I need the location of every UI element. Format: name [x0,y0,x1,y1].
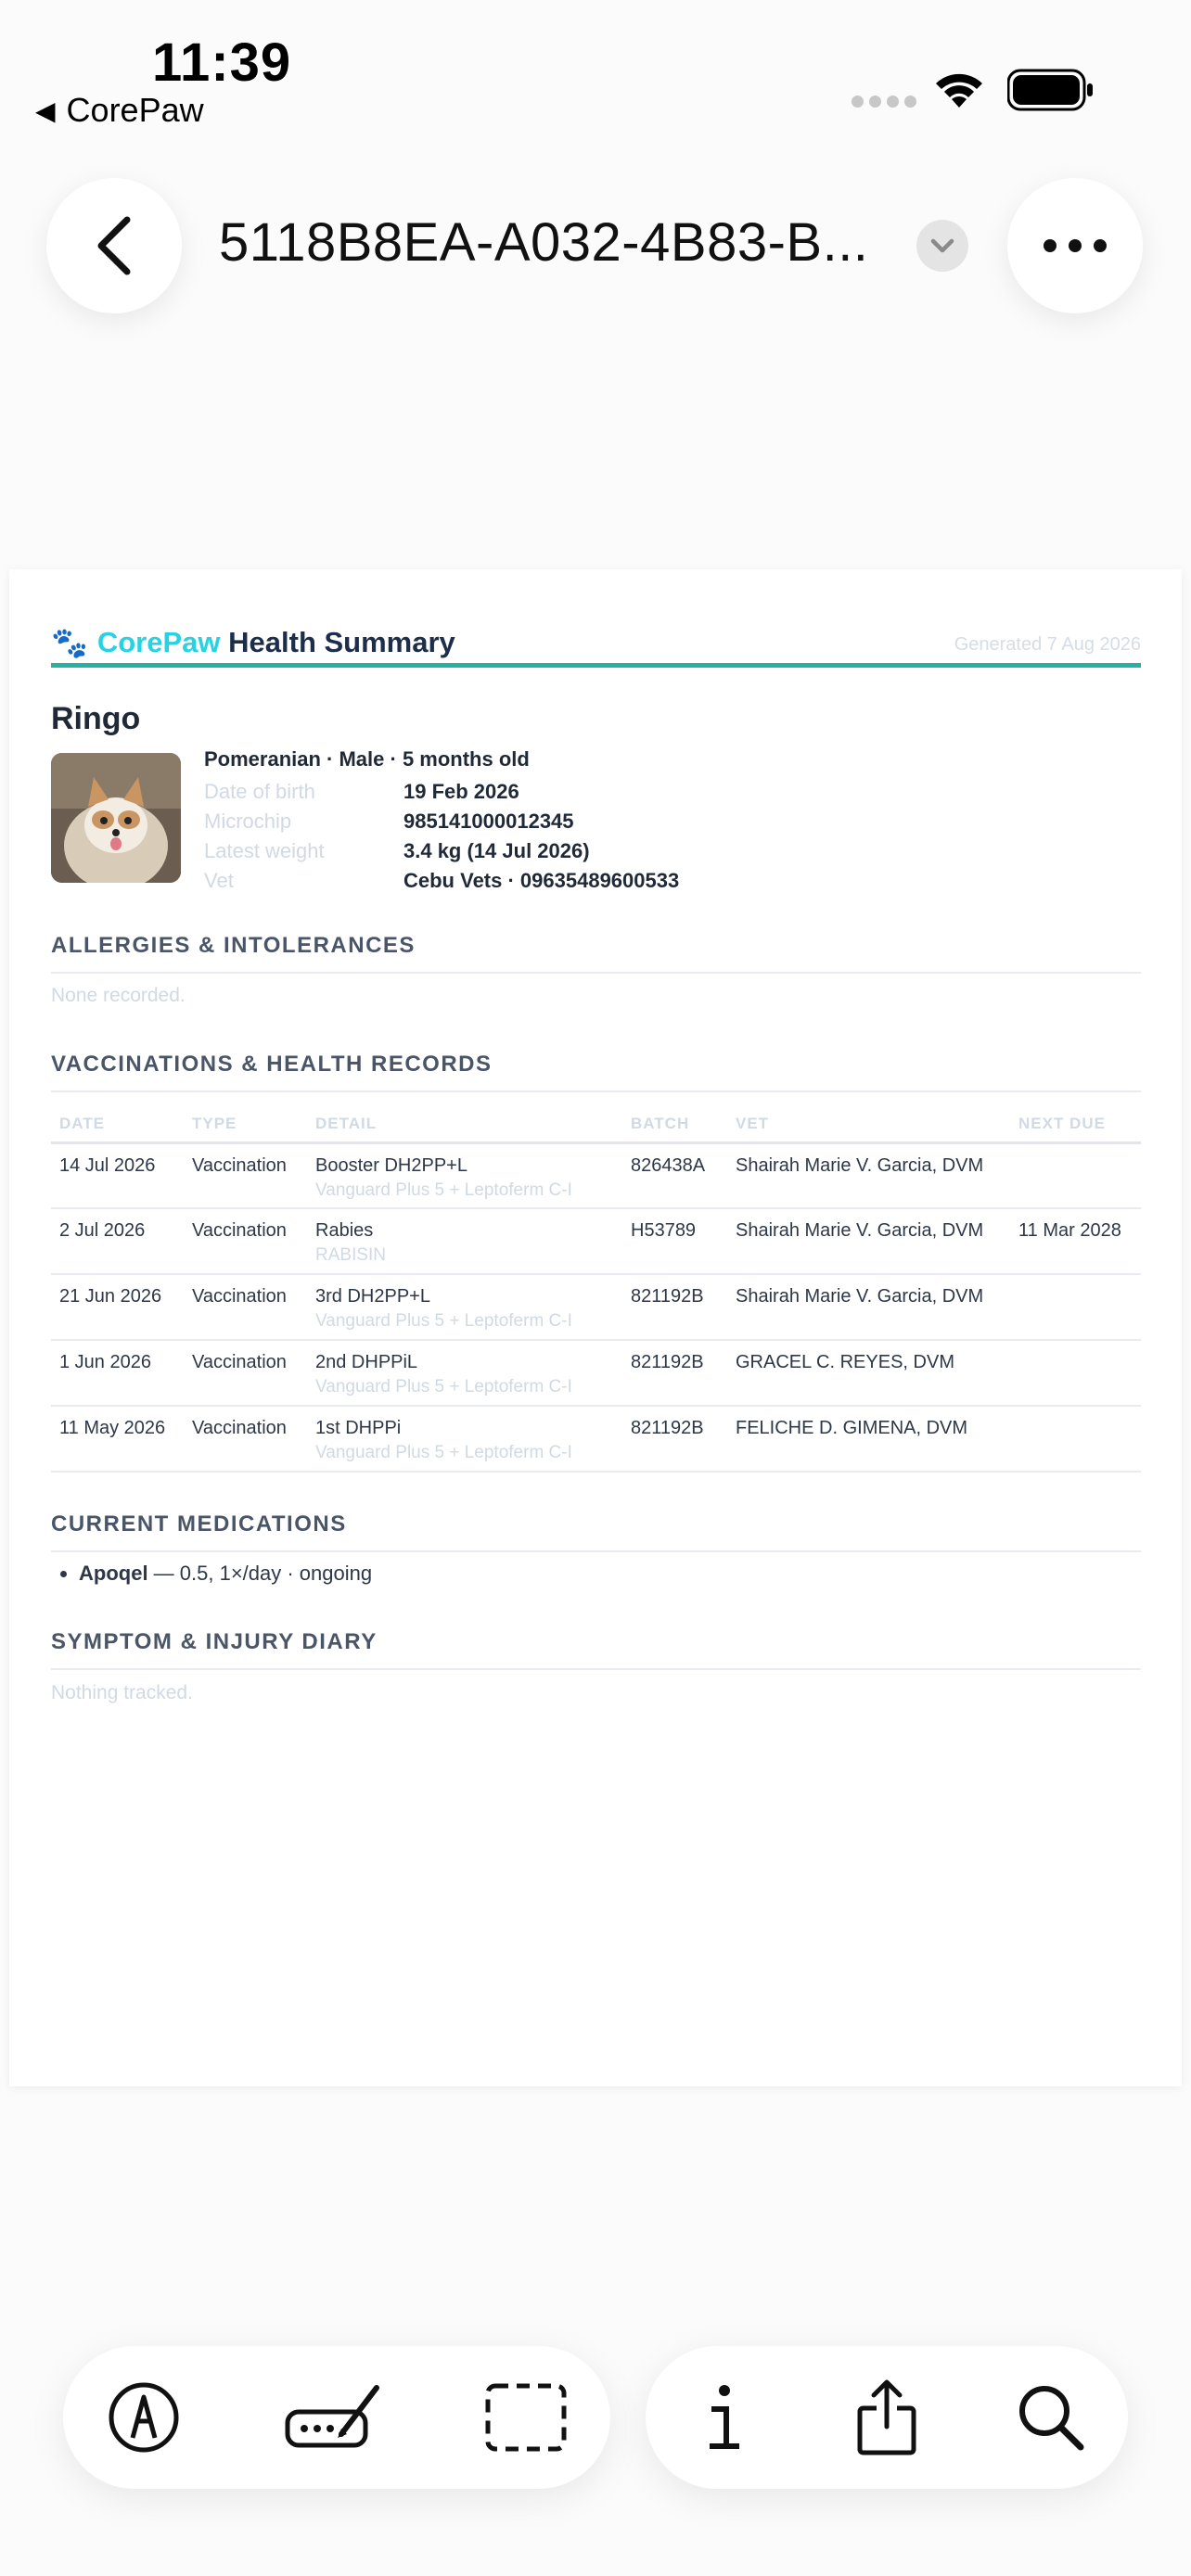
cell-date: 1 Jun 2026 [51,1340,184,1406]
document-title[interactable]: 5118B8EA-A032-4B83-B... [219,212,869,273]
allergies-heading: ALLERGIES & INTOLERANCES [51,933,1141,974]
info-label: Date of birth [204,780,315,803]
detail-main: 3rd DH2PP+L [315,1286,430,1307]
generated-date: Generated 7 Aug 2026 [954,634,1141,655]
diary-empty-note: Nothing tracked. [51,1682,193,1703]
pet-photo [51,753,181,883]
cell-batch: 826438A [622,1142,727,1208]
ellipsis-icon [1043,238,1108,253]
battery-icon [1007,69,1095,111]
cell-type: Vaccination [184,1406,307,1472]
cell-date: 11 May 2026 [51,1406,184,1472]
chevron-left-icon [94,216,134,275]
cell-detail [307,1406,622,1472]
table-row [51,1274,1141,1340]
info-value: Cebu Vets · 09635489600533 [403,869,680,892]
info-icon [704,2383,741,2452]
cell-batch: 821192B [622,1340,727,1406]
info-value: 19 Feb 2026 [403,780,519,803]
markup-button[interactable] [83,2346,204,2489]
cell-next-due [1010,1406,1141,1472]
cell-batch: 821192B [622,1274,727,1340]
medications-heading: CURRENT MEDICATIONS [51,1511,1141,1552]
cell-vet: FELICHE D. GIMENA, DVM [727,1406,1010,1472]
cell-detail [307,1274,622,1340]
cell-next-due [1010,1340,1141,1406]
detail-main: 1st DHPPi [315,1418,402,1438]
table-row [51,1406,1141,1472]
pet-info-list [204,777,679,896]
cell-batch: 821192B [622,1406,727,1472]
pet-summary: Pomeranian · Male · 5 months old [204,747,530,771]
info-label: Latest weight [204,839,325,862]
share-icon [856,2378,917,2456]
status-time: 11:39 [152,32,292,93]
pet-name: Ringo [51,701,141,736]
cell-batch: H53789 [622,1208,727,1274]
cell-next-due [1010,1274,1141,1340]
brand-title [51,625,455,660]
column-header-vet: VET [727,1107,1010,1142]
cell-type: Vaccination [184,1274,307,1340]
search-icon [1016,2382,1086,2453]
cell-type: Vaccination [184,1142,307,1208]
cell-date: 2 Jul 2026 [51,1208,184,1274]
info-button[interactable] [662,2346,783,2489]
info-row-weight [204,836,679,866]
cell-type: Vaccination [184,1340,307,1406]
doc-header [51,614,1141,668]
allergies-empty-note: None recorded. [51,985,186,1006]
cell-detail [307,1340,622,1406]
medication-detail: — 0.5, 1×/day · ongoing [147,1562,373,1585]
detail-sub: Vanguard Plus 5 + Leptoferm C-I [315,1443,572,1462]
records-heading: VACCINATIONS & HEALTH RECORDS [51,1052,1141,1092]
brand-name: CorePaw [96,626,221,658]
signature-button[interactable] [275,2346,395,2489]
info-value: 985141000012345 [403,810,574,833]
cell-date: 14 Jul 2026 [51,1142,184,1208]
info-label: Microchip [204,810,292,833]
select-area-icon [484,2382,568,2453]
column-header-date: DATE [51,1107,184,1142]
back-to-app-link[interactable] [35,91,204,130]
cell-vet: GRACEL C. REYES, DVM [727,1340,1010,1406]
detail-sub: Vanguard Plus 5 + Leptoferm C-I [315,1311,572,1331]
search-button[interactable] [991,2346,1111,2489]
wifi-icon [931,67,987,109]
cell-vet: Shairah Marie V. Garcia, DVM [727,1274,1010,1340]
medications-list [79,1562,372,1586]
cell-detail [307,1142,622,1208]
table-row [51,1340,1141,1406]
medication-name: Apoqel [79,1562,148,1585]
cell-vet: Shairah Marie V. Garcia, DVM [727,1142,1010,1208]
info-row-vet [204,866,679,896]
detail-main: 2nd DHPPiL [315,1352,418,1372]
detail-sub: Vanguard Plus 5 + Leptoferm C-I [315,1180,572,1200]
signature-icon [284,2380,386,2455]
detail-sub: Vanguard Plus 5 + Leptoferm C-I [315,1377,572,1396]
select-area-button[interactable] [466,2346,586,2489]
title-menu-button[interactable] [916,220,968,272]
cell-detail [307,1208,622,1274]
cell-date: 21 Jun 2026 [51,1274,184,1340]
records-table [51,1107,1141,1473]
cellular-signal-icon [852,96,916,108]
diary-heading: SYMPTOM & INJURY DIARY [51,1629,1141,1670]
detail-main: Booster DH2PP+L [315,1154,467,1176]
share-button[interactable] [826,2346,947,2489]
table-row [51,1142,1141,1208]
info-label: Vet [204,869,234,892]
cell-type: Vaccination [184,1208,307,1274]
cell-vet: Shairah Marie V. Garcia, DVM [727,1208,1010,1274]
info-value: 3.4 kg (14 Jul 2026) [403,839,590,862]
back-app-label: CorePaw [66,91,204,129]
table-header-row [51,1107,1141,1142]
column-header-batch: BATCH [622,1107,727,1142]
markup-toolbar-group [63,2346,610,2489]
column-header-type: TYPE [184,1107,307,1142]
more-options-button[interactable] [1007,178,1143,313]
info-row-dob [204,777,679,807]
document-page[interactable] [9,569,1182,2086]
detail-main: Rabies [315,1220,374,1241]
markup-icon [107,2380,181,2455]
cell-next-due [1010,1142,1141,1208]
brand-subtitle: Health Summary [228,626,455,658]
back-button[interactable] [46,178,182,313]
column-header-detail: DETAIL [307,1107,622,1142]
column-header-next-due: NEXT DUE [1010,1107,1141,1142]
table-row [51,1208,1141,1274]
paw-icon: 🐾 [51,626,88,659]
chevron-down-icon [929,237,955,254]
medication-item [79,1562,372,1586]
status-bar [0,0,1191,130]
back-triangle-icon: ◀ [35,96,56,125]
info-row-microchip [204,807,679,836]
cell-next-due: 11 Mar 2028 [1010,1208,1141,1274]
actions-toolbar-group [646,2346,1128,2489]
detail-sub: RABISIN [315,1245,387,1265]
